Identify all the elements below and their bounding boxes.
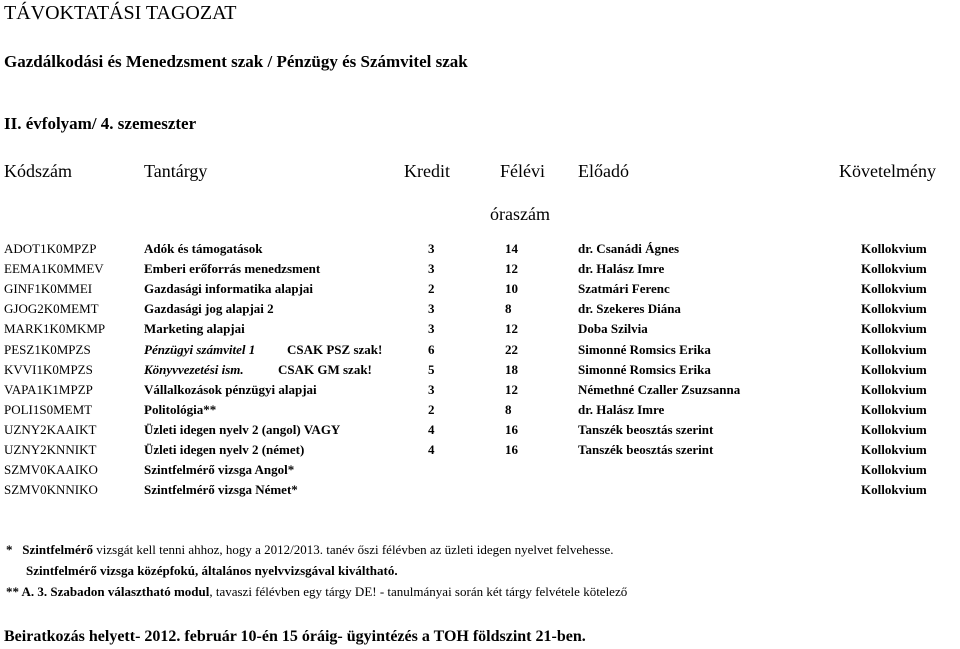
column-header-hours-sub: óraszám [490, 204, 550, 224]
course-code: PESZ1K0MPZS [4, 341, 91, 357]
course-code: EEMA1K0MMEV [4, 261, 104, 277]
footer-note: Beiratkozás helyett- 2012. február 10-én 15 óráig- ügyintézés a TOH földszint 21-ben. [4, 628, 586, 645]
footnote-2-mark: ** A. 3. [6, 584, 48, 599]
column-header-subject: Tantárgy [144, 161, 208, 181]
course-lecturer: dr. Halász Imre [578, 401, 665, 417]
column-header-requirement: Követelmény [839, 161, 936, 181]
course-subject: Üzleti idegen nyelv 2 (német) [144, 442, 305, 457]
semester-title: II. évfolyam/ 4. szemeszter [4, 114, 197, 133]
course-hours: 8 [505, 301, 512, 317]
course-subject: Pénzügyi számvitel 1 [144, 341, 256, 357]
column-header-hours: Félévi [500, 161, 545, 181]
program-title: Gazdálkodási és Menedzsment szak / Pénzügy és Számvitel szak [4, 52, 468, 71]
course-hours: 18 [505, 361, 518, 377]
course-lecturer: dr. Csanádi Ágnes [578, 241, 680, 256]
course-requirement: Kollokvium [861, 442, 927, 457]
course-requirement: Kollokvium [861, 281, 927, 297]
course-hours: 8 [505, 401, 512, 417]
course-requirement: Kollokvium [861, 241, 927, 256]
course-requirement: Kollokvium [861, 482, 927, 498]
course-lecturer: Doba Szilvia [578, 321, 648, 337]
course-note: CSAK GM szak! [278, 361, 372, 377]
course-subject: Emberi erőforrás menedzsment [144, 261, 321, 277]
course-note: CSAK PSZ szak! [287, 341, 383, 357]
course-credit: 3 [428, 261, 435, 277]
footnote-2 [6, 584, 627, 600]
course-hours: 22 [505, 341, 518, 357]
course-code: SZMV0KAAIKO [4, 462, 98, 478]
course-requirement: Kollokvium [861, 361, 927, 377]
course-code: KVVI1K0MPZS [4, 361, 93, 377]
table-row [0, 362, 960, 382]
table-row [0, 422, 960, 442]
course-subject: Gazdasági informatika alapjai [144, 281, 314, 297]
table-row [0, 321, 960, 341]
column-header-lecturer: Előadó [578, 161, 629, 181]
footnote-1-line2-text: Szintfelmérő vizsga középfokú, általános nyelvvizsgával kiváltható. [26, 563, 398, 578]
course-code: GJOG2K0MEMT [4, 301, 99, 317]
course-hours: 10 [505, 281, 518, 297]
footnote-1-mark: * [6, 542, 13, 557]
course-hours: 12 [505, 261, 518, 277]
course-subject: Könyvvezetési ism. [144, 361, 244, 377]
table-row [0, 462, 960, 482]
table-row [0, 261, 960, 281]
table-row [0, 402, 960, 422]
course-subject: Üzleti idegen nyelv 2 (angol) VAGY [144, 421, 341, 437]
course-lecturer: Némethné Czaller Zsuzsanna [578, 381, 741, 397]
course-credit: 2 [428, 401, 435, 417]
course-lecturer: Tanszék beosztás szerint [578, 442, 714, 457]
table-row [0, 301, 960, 321]
course-subject: Marketing alapjai [144, 321, 245, 337]
course-code: VAPA1K1MPZP [4, 381, 93, 397]
course-credit: 3 [428, 241, 435, 256]
course-subject: Szintfelmérő vizsga Német* [144, 482, 298, 498]
course-subject: Vállalkozások pénzügyi alapjai [144, 381, 317, 397]
course-credit: 3 [428, 321, 435, 337]
course-hours: 16 [505, 442, 518, 457]
course-requirement: Kollokvium [861, 341, 927, 357]
course-code: ADOT1K0MPZP [4, 241, 97, 256]
footnote-1-text: vizsgát kell tenni ahhoz, hogy a 2012/2013. tanév őszi félévben az üzleti idegen nyelvet felvehesse. [93, 542, 614, 557]
table-row [0, 382, 960, 402]
course-credit: 4 [428, 442, 435, 457]
course-lecturer: Szatmári Ferenc [578, 281, 670, 297]
footnote-2-text: , tavaszi félévben egy tárgy DE! - tanulmányai során két tárgy felvétele kötelező [209, 584, 628, 599]
footnote-1 [6, 542, 614, 558]
course-code: UZNY2KAAIKT [4, 421, 97, 437]
course-credit: 2 [428, 281, 435, 297]
course-code: UZNY2KNNIKT [4, 442, 97, 457]
course-requirement: Kollokvium [861, 261, 927, 277]
course-code: MARK1K0MKMP [4, 321, 106, 337]
course-subject: Adók és támogatások [144, 241, 263, 256]
course-subject: Gazdasági jog alapjai 2 [144, 301, 274, 317]
course-subject: Szintfelmérő vizsga Angol* [144, 462, 295, 478]
course-credit: 3 [428, 381, 435, 397]
course-credit: 3 [428, 301, 435, 317]
course-lecturer: Simonné Romsics Erika [578, 341, 711, 357]
course-hours: 12 [505, 381, 518, 397]
column-header-credit: Kredit [404, 161, 450, 181]
course-hours: 14 [505, 241, 518, 256]
course-requirement: Kollokvium [861, 301, 927, 317]
course-code: SZMV0KNNIKO [4, 482, 98, 498]
footnote-2-bold: Szabadon választható modul [50, 584, 210, 599]
page-title: TÁVOKTATÁSI TAGOZAT [4, 2, 237, 24]
course-requirement: Kollokvium [861, 321, 927, 337]
course-lecturer: dr. Halász Imre [578, 261, 665, 277]
course-requirement: Kollokvium [861, 401, 927, 417]
footnote-1-bold: Szintfelmérő [22, 542, 94, 557]
table-row [0, 442, 960, 462]
course-credit: 5 [428, 361, 435, 377]
course-lecturer: Tanszék beosztás szerint [578, 421, 714, 437]
course-credit: 4 [428, 421, 435, 437]
course-subject: Politológia** [144, 401, 217, 417]
course-lecturer: Simonné Romsics Erika [578, 361, 711, 377]
table-row [0, 281, 960, 301]
course-lecturer: dr. Szekeres Diána [578, 301, 681, 317]
footnote-1-line2 [26, 563, 398, 579]
course-requirement: Kollokvium [861, 421, 927, 437]
table-row [0, 241, 960, 261]
column-header-code: Kódszám [4, 161, 72, 181]
course-code: GINF1K0MMEI [4, 281, 93, 297]
course-credit: 6 [428, 341, 435, 357]
table-row [0, 342, 960, 362]
course-hours: 12 [505, 321, 518, 337]
course-code: POLI1S0MEMT [4, 401, 93, 417]
table-row [0, 482, 960, 502]
course-requirement: Kollokvium [861, 462, 927, 478]
course-hours: 16 [505, 421, 518, 437]
course-requirement: Kollokvium [861, 381, 927, 397]
